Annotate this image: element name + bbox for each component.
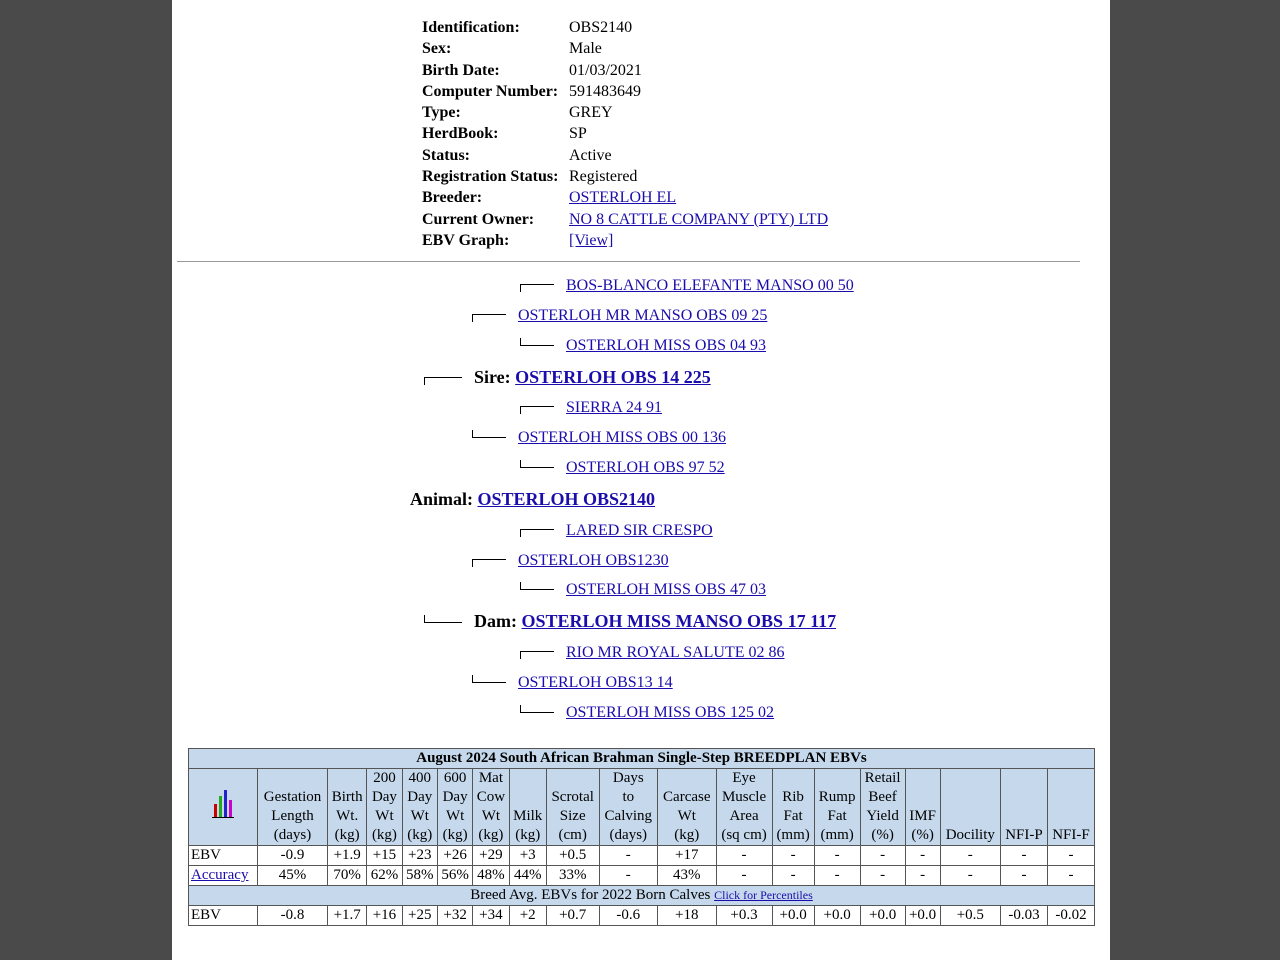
accuracy-value-cell: - [1047, 866, 1094, 886]
breed-avg-text: Breed Avg. EBVs for 2022 Born Calves [470, 887, 711, 903]
breed-avg-cell [189, 886, 1095, 906]
identification-value: OBS2140 [569, 19, 633, 36]
accuracy-value-cell: - [940, 866, 1000, 886]
header-text: Wt [481, 808, 501, 824]
header-text: (sq cm) [721, 827, 767, 843]
animal-details [422, 17, 828, 251]
header-text: (%) [911, 827, 934, 843]
pedigree-link[interactable]: OSTERLOH MISS OBS 04 93 [566, 337, 767, 354]
ebv-value-cell: +0.5 [546, 846, 599, 866]
header-text: Retail [864, 770, 901, 786]
detail-label: Identification: [422, 19, 520, 36]
tree-connector [520, 284, 554, 292]
breed-avg-value-cell: +32 [437, 906, 472, 926]
header-text: Size [559, 808, 586, 824]
animal-link[interactable]: OSTERLOH OBS2140 [477, 489, 656, 509]
accuracy-value-cell: 43% [658, 866, 716, 886]
herdbook-value: SP [569, 125, 587, 143]
accuracy-row [189, 866, 1095, 886]
breed-avg-value-cell: +18 [658, 906, 716, 926]
ebv-column-header [509, 769, 546, 846]
ebv-column-header [716, 769, 772, 846]
bar-chart-icon[interactable] [212, 790, 234, 818]
animal-label: Animal: [410, 489, 473, 509]
accuracy-value-cell: - [1001, 866, 1048, 886]
tree-connector [472, 675, 506, 683]
ebv-table [188, 748, 1095, 926]
breed-avg-row [189, 886, 1095, 906]
header-text: (kg) [442, 827, 468, 843]
tree-connector [520, 651, 554, 659]
computer-number-value: 591483649 [569, 82, 641, 100]
header-text: Length [271, 808, 314, 824]
tree-connector [472, 559, 506, 567]
header-text: Docility [945, 827, 995, 843]
header-text: (mm) [820, 827, 854, 843]
pedigree-link[interactable]: OSTERLOH OBS1230 [518, 552, 669, 569]
percentiles-link[interactable]: Click for Percentiles [714, 888, 813, 902]
divider [177, 261, 1080, 262]
ebv-value-cell: +17 [658, 846, 716, 866]
breed-avg-value-cell: +0.3 [716, 906, 772, 926]
accuracy-value-cell: - [860, 866, 905, 886]
breed-avg-value-cell: -0.03 [1001, 906, 1048, 926]
breed-avg-value-cell: -0.6 [599, 906, 658, 926]
status-value: Active [569, 146, 612, 164]
pedigree-link[interactable]: OSTERLOH OBS 97 52 [566, 459, 725, 476]
header-text: IMF [909, 808, 936, 824]
detail-label: Status: [422, 146, 471, 164]
pedigree-dds [520, 643, 785, 663]
pedigree-ds [472, 551, 669, 571]
header-text: (kg) [407, 827, 433, 843]
breed-avg-value-cell: +34 [473, 906, 509, 926]
ebv-row [189, 846, 1095, 866]
accuracy-value-cell: - [599, 866, 658, 886]
ebv-value-cell: +23 [402, 846, 437, 866]
sire-label: Sire: [474, 367, 511, 387]
ebv-column-header [599, 769, 658, 846]
pedigree-link[interactable]: OSTERLOH MISS OBS 00 136 [518, 429, 727, 446]
ebv-column-header [1047, 769, 1094, 846]
header-text: NFI-P [1005, 827, 1043, 843]
breed-avg-value-cell: +0.7 [546, 906, 599, 926]
header-text: Fat [783, 808, 803, 824]
header-text: Cow [476, 789, 506, 805]
pedigree-ss [472, 306, 767, 326]
accuracy-value-cell: 70% [328, 866, 367, 886]
header-text: Wt [375, 808, 394, 824]
pedigree-sd [472, 428, 726, 448]
accuracy-value-cell: - [905, 866, 940, 886]
ebv-table-title: August 2024 South African Brahman Single-Step BREEDPLAN EBVs [189, 749, 1095, 769]
ebv-column-header [546, 769, 599, 846]
detail-label: Breeder: [422, 189, 483, 207]
pedigree-link[interactable]: OSTERLOH MISS OBS 125 02 [566, 704, 775, 721]
sire-link[interactable]: OSTERLOH OBS 14 225 [515, 367, 711, 387]
breed-avg-value-cell: +16 [367, 906, 402, 926]
pedigree-link[interactable]: OSTERLOH OBS13 14 [518, 674, 673, 691]
header-text: Milk [513, 808, 543, 824]
header-text: (days) [609, 827, 648, 843]
pedigree-ddd [520, 703, 774, 723]
header-text: Area [729, 808, 759, 824]
pedigree-link[interactable]: RIO MR ROYAL SALUTE 02 86 [566, 644, 785, 661]
header-text: (kg) [371, 827, 397, 843]
ebv-column-header [473, 769, 509, 846]
ebv-value-cell: +26 [437, 846, 472, 866]
ebv-row-label: EBV [189, 846, 258, 866]
header-text: Beef [868, 789, 897, 805]
ebv-graph-link[interactable]: [View] [569, 231, 614, 249]
header-text: to [622, 789, 635, 805]
header-text: Wt. [336, 808, 359, 824]
tree-connector [520, 529, 554, 537]
accuracy-value-cell: - [716, 866, 772, 886]
header-text: Rump [818, 789, 856, 805]
birth-date-value: 01/03/2021 [569, 61, 642, 79]
detail-label: Birth Date: [422, 61, 500, 79]
header-text: (days) [273, 827, 312, 843]
tree-connector [424, 377, 462, 385]
breed-avg-value-cell: +0.0 [905, 906, 940, 926]
header-text: 400 [408, 770, 432, 786]
ebv-value-cell: +1.9 [328, 846, 367, 866]
tree-connector [520, 338, 554, 346]
accuracy-value-cell: - [814, 866, 860, 886]
header-text: Day [371, 789, 397, 805]
type-value: GREY [569, 104, 613, 122]
ebv-value-cell: - [1047, 846, 1094, 866]
header-text: (kg) [334, 827, 360, 843]
accuracy-value-cell: 62% [367, 866, 402, 886]
pedigree-link[interactable]: OSTERLOH MR MANSO OBS 09 25 [518, 307, 768, 324]
pedigree-animal [410, 489, 655, 509]
ebv-column-header [860, 769, 905, 846]
tree-connector [520, 705, 554, 713]
ebv-column-header [328, 769, 367, 846]
tree-connector [472, 430, 506, 438]
page [172, 0, 1110, 960]
accuracy-value-cell: 48% [473, 866, 509, 886]
ebv-column-header [258, 769, 328, 846]
pedigree-link[interactable]: SIERRA 24 91 [566, 399, 663, 416]
ebv-column-header [940, 769, 1000, 846]
accuracy-value-cell: 58% [402, 866, 437, 886]
owner-link[interactable]: NO 8 CATTLE COMPANY (PTY) LTD [569, 210, 829, 228]
pedigree-dss [520, 521, 713, 541]
pedigree-link[interactable]: LARED SIR CRESPO [566, 522, 713, 539]
ebv-value-cell: - [905, 846, 940, 866]
breed-avg-value-cell: -0.02 [1047, 906, 1094, 926]
header-text: Day [407, 789, 433, 805]
accuracy-value-cell: 45% [258, 866, 328, 886]
header-text: (kg) [674, 827, 700, 843]
header-text: Rib [782, 789, 804, 805]
ebv-value-cell: - [599, 846, 658, 866]
ebv-value-cell: +3 [509, 846, 546, 866]
header-text: Scrotal [551, 789, 594, 805]
accuracy-value-cell: 44% [509, 866, 546, 886]
ebv-value-cell: - [860, 846, 905, 866]
accuracy-value-cell: 56% [437, 866, 472, 886]
header-text: Eye [732, 770, 756, 786]
pedigree-dam [424, 611, 836, 631]
ebv-column-header [814, 769, 860, 846]
detail-label: Sex: [422, 40, 452, 58]
dam-link[interactable]: OSTERLOH MISS MANSO OBS 17 117 [521, 611, 837, 631]
ebv-column-header [367, 769, 402, 846]
detail-label: EBV Graph: [422, 231, 510, 249]
header-text: Mat [478, 770, 503, 786]
ebv-column-header [437, 769, 472, 846]
breed-avg-value-cell: +25 [402, 906, 437, 926]
header-text: NFI-F [1052, 827, 1090, 843]
detail-label: HerdBook: [422, 125, 499, 143]
header-text: (kg) [478, 827, 504, 843]
sex-value: Male [569, 40, 602, 58]
ebv-column-header [402, 769, 437, 846]
breed-avg-value-cell: +1.7 [328, 906, 367, 926]
detail-label: Registration Status: [422, 168, 559, 186]
breed-avg-ebv-row [189, 906, 1095, 926]
avg-row-label: EBV [189, 906, 258, 926]
accuracy-link[interactable]: Accuracy [191, 867, 249, 883]
header-text: (%) [871, 827, 894, 843]
header-text: Carcase [663, 789, 711, 805]
header-text: (cm) [558, 827, 587, 843]
header-text: Wt [445, 808, 465, 824]
breed-avg-value-cell: +0.5 [940, 906, 1000, 926]
ebv-value-cell: +15 [367, 846, 402, 866]
ebv-column-header [772, 769, 814, 846]
ebv-value-cell: - [716, 846, 772, 866]
tree-connector [424, 615, 462, 623]
pedigree-link[interactable]: BOS-BLANCO ELEFANTE MANSO 00 50 [566, 277, 854, 294]
header-text: Birth [331, 789, 363, 805]
accuracy-cell [189, 866, 258, 886]
header-text: Yield [866, 808, 899, 824]
registration-status-value: Registered [569, 168, 638, 186]
header-text: Muscle [721, 789, 767, 805]
ebv-column-header [1001, 769, 1048, 846]
ebv-value-cell: -0.9 [258, 846, 328, 866]
tree-connector [520, 406, 554, 414]
header-text: Days [612, 770, 644, 786]
breed-avg-value-cell: +0.0 [860, 906, 905, 926]
tree-connector [520, 460, 554, 468]
pedigree-link[interactable]: OSTERLOH MISS OBS 47 03 [566, 581, 767, 598]
ebv-chart-cell[interactable] [189, 769, 258, 846]
ebv-value-cell: - [940, 846, 1000, 866]
tree-connector [472, 314, 506, 322]
detail-label: Type: [422, 104, 461, 122]
pedigree-ssd [520, 336, 766, 356]
accuracy-value-cell: - [772, 866, 814, 886]
tree-connector [520, 582, 554, 590]
header-text: Gestation [263, 789, 322, 805]
pedigree-sdd [520, 458, 725, 478]
ebv-value-cell: - [772, 846, 814, 866]
detail-label: Computer Number: [422, 82, 559, 100]
ebv-column-header [658, 769, 716, 846]
breed-avg-value-cell: +0.0 [814, 906, 860, 926]
breed-avg-value-cell: +2 [509, 906, 546, 926]
breeder-link[interactable]: OSTERLOH EL [569, 189, 677, 207]
header-text: Fat [827, 808, 847, 824]
pedigree-dd [472, 673, 673, 693]
header-text: Day [442, 789, 468, 805]
header-text: Wt [677, 808, 696, 824]
pedigree-sss [520, 276, 854, 296]
header-text: 200 [373, 770, 396, 786]
detail-label: Current Owner: [422, 210, 535, 228]
header-text: Wt [410, 808, 429, 824]
header-text: Calving [604, 808, 653, 824]
pedigree-sds [520, 398, 662, 418]
ebv-header-row [189, 769, 1095, 846]
pedigree-sire [424, 367, 711, 387]
ebv-value-cell: - [814, 846, 860, 866]
ebv-value-cell: +29 [473, 846, 509, 866]
header-text: (mm) [776, 827, 810, 843]
header-text: (kg) [515, 827, 541, 843]
ebv-value-cell: - [1001, 846, 1048, 866]
accuracy-value-cell: 33% [546, 866, 599, 886]
header-text: 600 [443, 770, 467, 786]
dam-label: Dam: [474, 611, 517, 631]
pedigree-dsd [520, 580, 766, 600]
breed-avg-value-cell: -0.8 [258, 906, 328, 926]
breed-avg-value-cell: +0.0 [772, 906, 814, 926]
ebv-column-header [905, 769, 940, 846]
